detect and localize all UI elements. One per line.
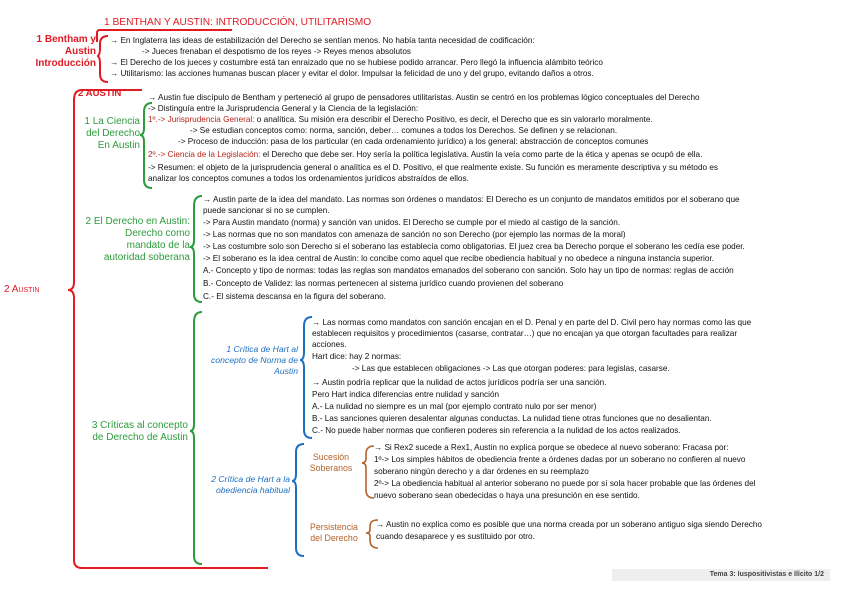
s2a-j2-text: el Derecho que debe ser. Hoy sería la política legislativa. Austin la veía como parte de la ética y apenas se ocupó de ella.	[260, 150, 703, 159]
bracket-s2b	[190, 196, 202, 302]
s2-label: 2 Austin	[4, 284, 40, 295]
s2a-label-line: 1 La Ciencia	[84, 116, 140, 127]
bracket-s2c1	[300, 317, 312, 438]
sucesion-label-line: Sucesión	[312, 452, 350, 462]
s2b-line: -> Las normas que no son mandatos con amenaza de sanción no son Derecho (por ejemplo las normas de la moral)	[203, 230, 626, 239]
s2b-line: C.- El sistema descansa en la figura del soberano.	[203, 292, 386, 301]
s1-line: → El Derecho de los jueces y costumbre está tan enraizado que no se hubiese podido arrancar. Pero llegó la influencia alámbito teórico	[110, 58, 603, 67]
s2b-line: A.- Concepto y tipo de normas: todas las reglas son mandatos emanados del soberano con sanción. Solo hay un tipo de normas: reglas de acción	[203, 266, 734, 275]
s2a-label-line: del Derecho	[86, 128, 140, 139]
s2b-line: -> El soberano es la idea central de Austin: lo concibe como aquel que recibe obediencia habitual y no obedece a ninguna instancia superior.	[203, 254, 714, 263]
s2a-line: -> Proceso de inducción: pasa de los particular (en cada ordenamiento jurídico) a los general: abstracción de conceptos comunes	[178, 137, 649, 146]
bracket-s1-main	[97, 36, 108, 82]
s2b-line: puede sancionar si no se cumplen.	[203, 206, 330, 215]
s2a-line: -> Distinguía entre la Jurisprudencia General y la Ciencia de la legislación:	[148, 104, 419, 113]
s2c1-line: C.- No puede haber normas que confieren poderes sin referencia a la nulidad de los actos realizados.	[312, 426, 681, 435]
persistencia-line: → Austin no explica como es posible que una norma creada por un soberano antiguo siga siendo Derecho	[376, 520, 762, 529]
s2a-label-line: En Austin	[97, 140, 140, 151]
sucesion-line: nuevo soberano sean obedecidas o haya una presunción en ese sentido.	[374, 491, 640, 500]
s2c1-label-line: Austin	[274, 366, 298, 376]
s2c1-line: → Las normas como mandatos con sanción encajan en el D. Penal y en parte del D. Civil pero hay normas como las que	[312, 318, 752, 327]
s1-label-line: Introducción	[35, 58, 96, 69]
persistencia-line: cuando desaparece y es sustituido por otro.	[376, 532, 535, 541]
sucesion-label	[300, 452, 362, 474]
s1-label-line: 1 Bentham y	[36, 34, 96, 45]
s2b-line: → Austin parte de la idea del mandato. Las normas son órdenes o mandatos: El Derecho es un conjunto de mandatos emitidos por el soberano que	[203, 195, 740, 204]
s2c1-line: → Austin podría replicar que la nulidad de actos jurídicos podría ser una sanción.	[312, 378, 607, 387]
s1-line: -> Jueces frenaban el despotismo de los reyes -> Reyes menos absolutos	[142, 47, 411, 56]
s2a-j1-text: o analítica. Su misión era describir el Derecho Positivo, es decir, el Derecho que es sin valorarlo moralmente.	[254, 115, 653, 124]
s2c-label	[60, 420, 188, 444]
s2c1-line: Pero Hart indica diferencias entre nulidad y sanción	[312, 390, 500, 399]
s2c1-line: acciones.	[312, 340, 347, 349]
s2b-label	[60, 216, 190, 264]
s1-title: 1 BENTHAN Y AUSTIN: INTRODUCCIÓN, UTILITARISMO	[104, 17, 372, 28]
s2c-label-line: 3 Críticas al concepto	[91, 420, 188, 431]
s2a-line: → Austin fue discípulo de Bentham y perteneció al grupo de pensadores utilitaristas. Austin se centró en los problemas lógico conceptuales del Derecho	[148, 93, 700, 102]
s2a-line: analizar los conceptos comunes a todos los ordenamientos jurídicos abstraídos de ellos.	[148, 174, 469, 183]
s2c1-label	[190, 344, 298, 377]
s1-label	[4, 34, 96, 70]
s2a-line: -> Resumen: el objeto de la jurisprudencia general o analítica es el D. Positivo, el que realmente existe. Su función es meramente descriptiva y su método es	[148, 163, 719, 172]
persistencia-label	[302, 522, 366, 544]
sucesion-label-line: Soberanos	[309, 463, 353, 473]
s2c2-label-line: obediencia habitual	[215, 485, 290, 495]
bracket-sucesion	[362, 446, 374, 498]
s2c2-label-line: 2 Crítica de Hart a la	[211, 474, 290, 484]
s2b-line: -> Las costumbre solo son Derecho si el soberano las establecía como obligatorias. El juez crea ba Derecho porque el soberano les cedía ese poder.	[203, 242, 745, 251]
s1-line: → En Inglaterra las ideas de estabilización del Derecho se sentían menos. No había tanta necesidad de codificación:	[110, 36, 535, 45]
s2c1-line: A.- La nulidad no siempre es un mal (por ejemplo contrato nulo por ser menor)	[312, 402, 597, 411]
s2b-label-line: mandato de la	[126, 240, 190, 251]
s2a-legislacion	[148, 150, 702, 161]
sucesion-line: 2º-> La obediencia habitual al anterior soberano no puede por sí sola hacer probable que las órdenes del	[374, 479, 756, 488]
s2a-j1-head: 1º.-> Jurisprudencia General:	[148, 115, 255, 124]
s2c1-label-line: concepto de Norma de	[211, 355, 298, 365]
s2c1-label-line: 1 Crítica de Hart al	[226, 344, 298, 354]
s2b-label-line: Derecho como	[124, 228, 190, 239]
s2c1-line: B.- Las sanciones quieren desalentar algunas conductas. La nulidad tiene otras funciones que no desalientan.	[312, 414, 712, 423]
s2c2-label	[196, 474, 290, 496]
sucesion-line: → Si Rex2 sucede a Rex1, Austin no explica porque se obedece al nuevo soberano: Fracasa por:	[374, 443, 729, 452]
s2c1-line: establecen requisitos y procedimientos (casarse, contratar…) que no encajan ya que otorgan facultades para realizar	[312, 329, 738, 338]
s2c1-line: Hart dice: hay 2 normas:	[312, 352, 402, 361]
s2-title: 2 AUSTIN	[78, 88, 122, 99]
s2a-line: -> Se estudian conceptos como: norma, sanción, deber… comunes a todos los Derechos. Se definen y se relacionan.	[190, 126, 618, 135]
s2a-label	[60, 116, 140, 152]
s2b-line: B.- Concepto de Validez: las normas pertenecen al sistema jurídico cuando provienen del soberano	[203, 279, 564, 288]
s2b-label-line: 2 El Derecho en Austin:	[85, 216, 190, 227]
bracket-s2-main	[68, 90, 268, 568]
page-footer: Tema 3: Iuspositivistas e Ilícito 1/2	[612, 569, 830, 581]
persistencia-label-line: del Derecho	[310, 533, 358, 543]
persistencia-label-line: Persistencia	[310, 522, 358, 532]
s2b-label-line: autoridad soberana	[103, 252, 190, 263]
s2b-line: -> Para Austin mandato (norma) y sanción van unidos. El Derecho se cumple por el miedo al castigo de la sanción.	[203, 218, 621, 227]
sucesion-line: 1º-> Los simples hábitos de obediencia frente a órdenes dadas por un soberano no confieren al nuevo	[374, 455, 746, 464]
s2c1-line: -> Las que establecen obligaciones -> Las que otorgan poderes: para legislas, casarse.	[352, 364, 670, 373]
s1-line: → Utilitarismo: las acciones humanas buscan placer y evitar el dolor. Impulsar la felicidad de uno y del grupo, evitando daños a otros.	[110, 69, 594, 78]
sucesion-line: soberano ningún derecho y a dar órdenes en su reemplazo	[374, 467, 589, 476]
s1-label-line: Austin	[64, 46, 96, 57]
s2a-j2-head: 2º.-> Ciencia de la Legislación:	[148, 150, 261, 159]
s2c-label-line: de Derecho de Austin	[92, 432, 188, 443]
s2a-jurisprudencia	[148, 115, 653, 126]
